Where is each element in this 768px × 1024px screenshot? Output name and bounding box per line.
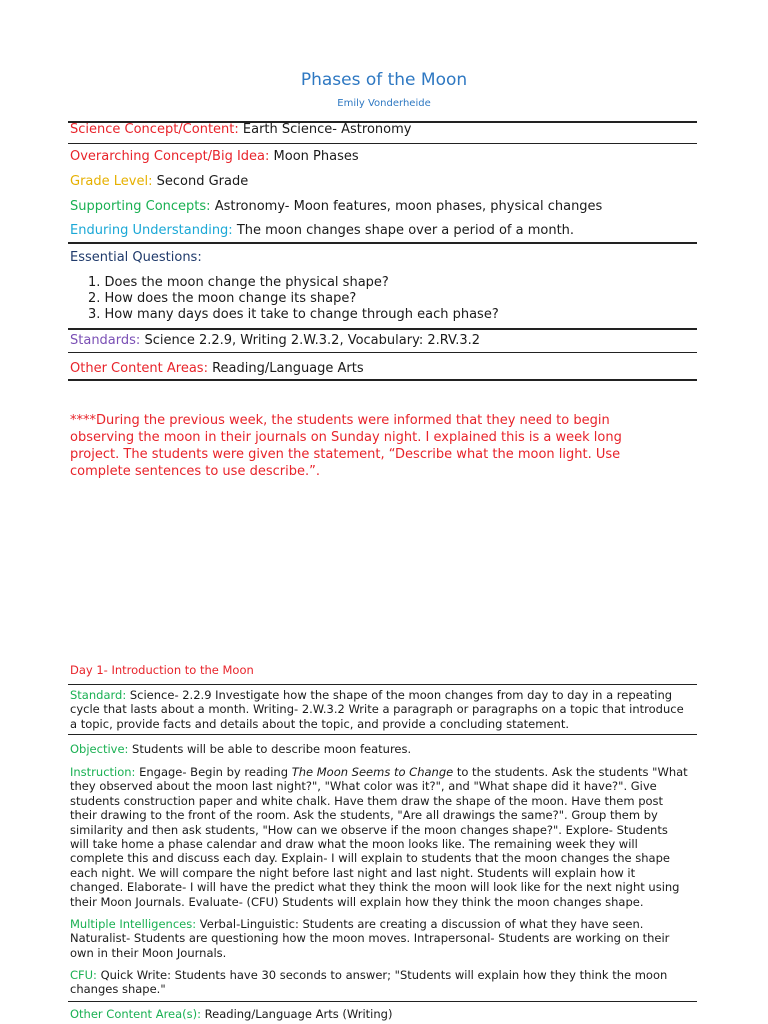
- day1-cfu-text: changes shape.": [70, 982, 166, 997]
- day1-cfu-text: Quick Write: Students have 30 seconds to answer; "Students will explain how they think the moon: [96, 968, 668, 982]
- other-content-value: Reading/Language Arts: [212, 361, 364, 376]
- other-content-row: [70, 361, 364, 377]
- preparation-note: [70, 412, 680, 480]
- day1-mi-text: Verbal-Linguistic: Students are creating a discussion of what they have seen.: [196, 917, 644, 931]
- big-idea-row: [70, 149, 359, 165]
- grade-level-value: Second Grade: [156, 174, 249, 189]
- day1-objective-text: Students will be able to describe moon features.: [128, 742, 412, 756]
- divider: [68, 328, 697, 330]
- day1-other-content-label: Other Content Area(s):: [70, 1007, 202, 1021]
- note-line: project. The students were given the statement, “Describe what the moon light. Use: [70, 447, 621, 462]
- day1-heading: [70, 663, 254, 677]
- day1-mi-text: own in their Moon Journals.: [70, 945, 227, 960]
- day1-instruction-label: Instruction:: [70, 765, 136, 779]
- big-idea-label: Overarching Concept/Big Idea:: [70, 149, 270, 164]
- supporting-concepts-value: Astronomy- Moon features, moon phases, physical changes: [214, 199, 603, 214]
- divider: [68, 684, 697, 685]
- essential-questions-list: [88, 275, 499, 323]
- essential-questions-label: Essential Questions:: [70, 250, 202, 265]
- day1-instruction-text: their drawing to the front of the room. Ask the students, "Are all drawings the same?". Group them by: [70, 808, 658, 823]
- list-item: 2. How does the moon change its shape?: [88, 291, 357, 306]
- divider: [68, 1001, 697, 1002]
- science-concept-value: Earth Science- Astronomy: [242, 122, 412, 137]
- day1-instruction-text: to the students. Ask the students "What: [453, 765, 688, 779]
- day1-standard-text: a topic, provide facts and details about the topic, and provide a concluding statement.: [70, 716, 569, 731]
- supporting-concepts-row: [70, 199, 602, 215]
- day1-instruction-text: similarity and then ask students, "How can we observe if the moon changes shape?". Explore- Students: [70, 822, 668, 837]
- day1-instruction-text: will take home a phase calendar and draw what the moon looks like. The remaining week they will: [70, 837, 638, 852]
- day1-mi-text: Naturalist- Students are questioning how the moon moves. Intrapersonal- Students are working on their: [70, 931, 670, 946]
- enduring-understanding-label: Enduring Understanding:: [70, 223, 233, 238]
- note-line: complete sentences to use describe.”.: [70, 464, 320, 479]
- day1-instruction-text: their Moon Journals. Evaluate- (CFU) Students will explain how they think the moon changes shape.: [70, 894, 644, 909]
- day1-instruction-text: they observed about the moon last night?", "What color was it?", and "What shape did it have?". Give: [70, 779, 657, 794]
- day1-cfu: [70, 968, 700, 997]
- science-concept-row: [70, 122, 411, 138]
- day1-instruction-text: students construction paper and white chalk. Have them draw the shape of the moon. Have them post: [70, 793, 664, 808]
- grade-level-label: Grade Level:: [70, 174, 153, 189]
- supporting-concepts-label: Supporting Concepts:: [70, 199, 211, 214]
- day1-mi-label: Multiple Intelligences:: [70, 917, 197, 931]
- day1-standard: [70, 688, 700, 731]
- day1-instruction-text: each night. We will compare the night before last night and last night. Students will explain how it: [70, 865, 636, 880]
- document-title: Phases of the Moon: [300, 70, 468, 90]
- day1-standard-text: Science- 2.2.9 Investigate how the shape of the moon changes from day to day in a repeating: [126, 688, 673, 702]
- day1-instruction-text: changed. Elaborate- I will have the predict what they think the moon will look like for the next night using: [70, 880, 680, 895]
- standards-label: Standards:: [70, 333, 141, 348]
- other-content-label: Other Content Areas:: [70, 361, 208, 376]
- divider: [68, 379, 697, 381]
- list-item: 1. Does the moon change the physical shape?: [88, 275, 389, 290]
- list-item: 3. How many days does it take to change through each phase?: [88, 307, 499, 322]
- day1-heading-text: Day 1- Introduction to the Moon: [70, 663, 254, 677]
- enduring-understanding-value: The moon changes shape over a period of a month.: [236, 223, 575, 238]
- day1-multiple-intelligences: [70, 917, 700, 960]
- day1-instruction-text: complete this and discuss each day. Explain- I will explain to students that the moon changes the shape: [70, 851, 670, 866]
- day1-instruction-text: Engage- Begin by reading: [135, 765, 292, 779]
- divider: [68, 734, 697, 735]
- day1-objective: [70, 742, 700, 756]
- enduring-understanding-row: [70, 223, 574, 239]
- note-line: observing the moon in their journals on Sunday night. I explained this is a week long: [70, 430, 622, 445]
- day1-standard-text: cycle that lasts about a month. Writing- 2.W.3.2 Write a paragraph or paragraphs on a topic that introduce: [70, 702, 684, 717]
- day1-objective-label: Objective:: [70, 742, 129, 756]
- divider: [68, 143, 697, 144]
- book-title: The Moon Seems to Change: [291, 765, 454, 779]
- day1-cfu-label: CFU:: [70, 968, 97, 982]
- grade-level-row: [70, 174, 248, 190]
- day1-standard-label: Standard:: [70, 688, 127, 702]
- day1-instruction: [70, 765, 700, 909]
- big-idea-value: Moon Phases: [273, 149, 359, 164]
- divider: [68, 352, 697, 353]
- standards-value: Science 2.2.9, Writing 2.W.3.2, Vocabulary: 2.RV.3.2: [144, 333, 481, 348]
- standards-row: [70, 333, 480, 349]
- note-line: ****During the previous week, the students were informed that they need to begin: [70, 413, 610, 428]
- day1-other-content: [70, 1007, 700, 1021]
- essential-questions-heading: [70, 250, 202, 266]
- day1-other-content-text: Reading/Language Arts (Writing): [201, 1007, 393, 1021]
- science-concept-label: Science Concept/Content:: [70, 122, 239, 137]
- divider: [68, 242, 697, 244]
- document-author: Emily Vonderheide: [337, 98, 431, 109]
